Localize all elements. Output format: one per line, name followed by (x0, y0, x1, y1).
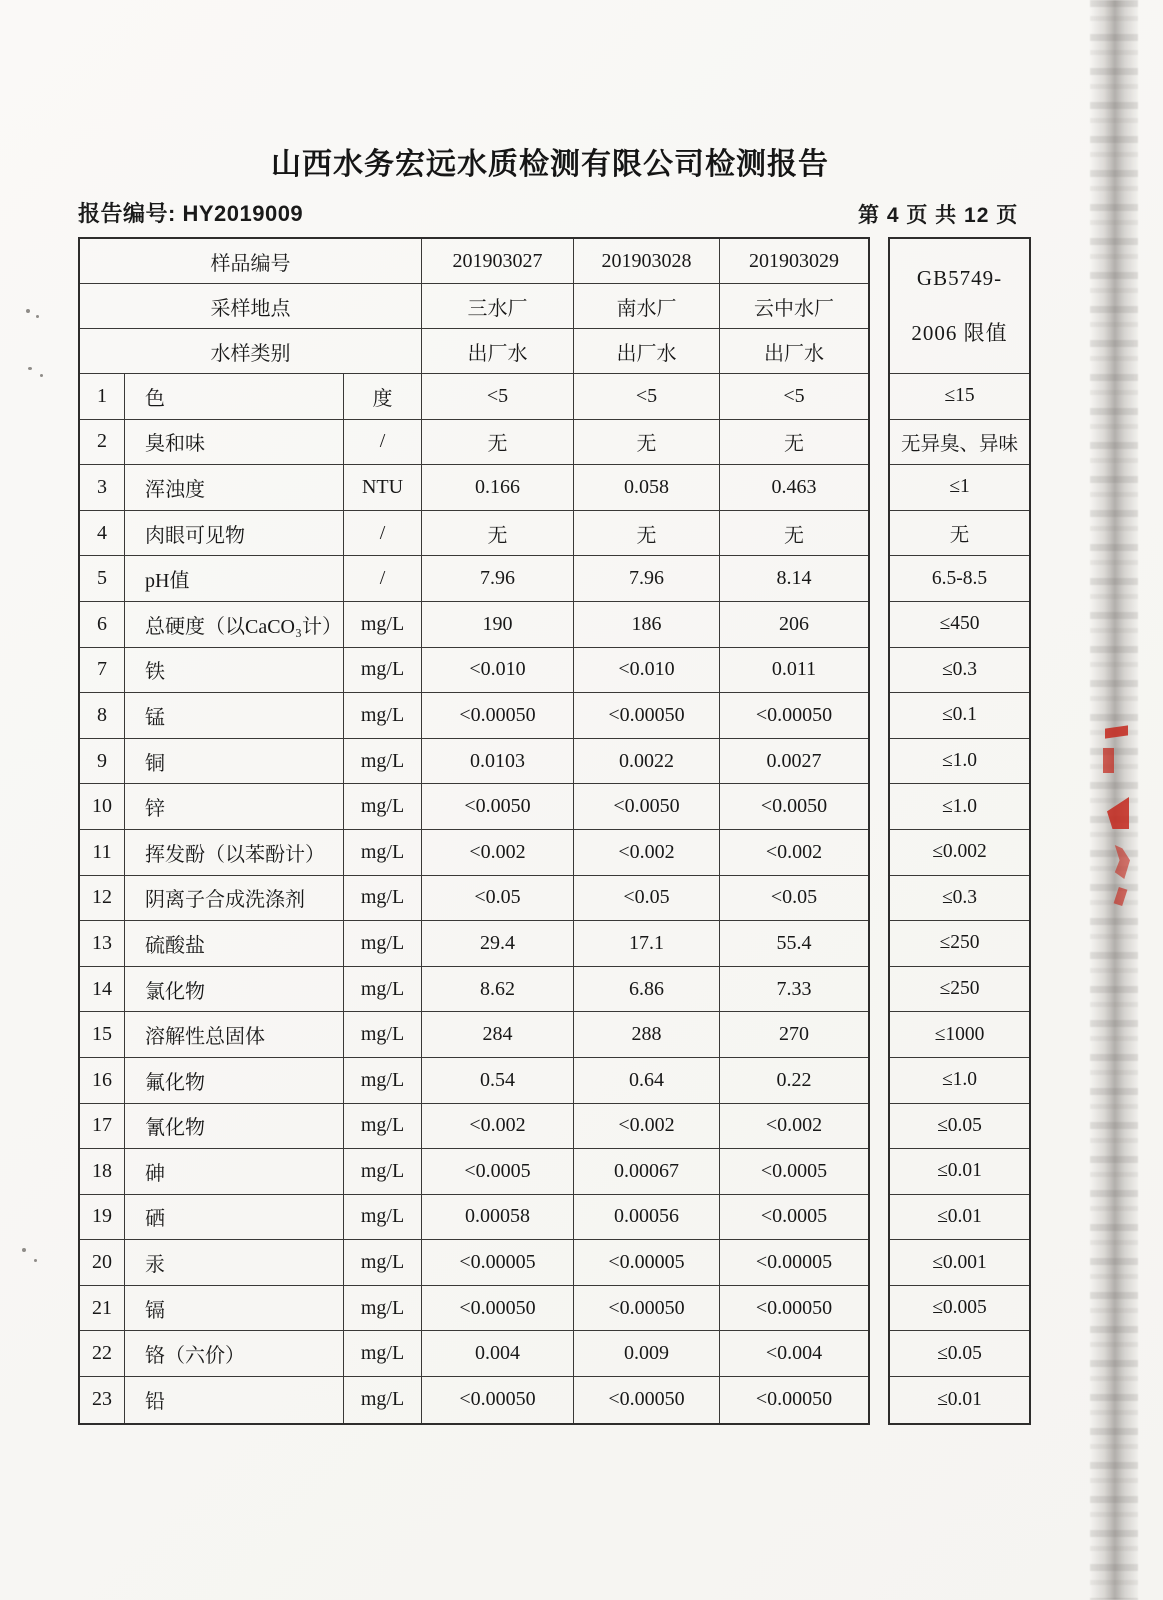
value-cell: 186 (574, 602, 720, 648)
value-cell: <0.002 (574, 830, 720, 876)
unit-cell: mg/L (344, 1240, 422, 1286)
value-cell: <0.05 (574, 876, 720, 922)
value-cell: 0.0103 (422, 739, 574, 785)
value-cell: <0.00050 (422, 1377, 574, 1423)
header-value-cell: 201903029 (720, 239, 868, 284)
value-cell: <0.0005 (720, 1149, 868, 1195)
limit-cell: ≤250 (890, 967, 1029, 1013)
row-number-cell: 5 (80, 556, 125, 602)
page-indicator: 第 4 页 共 12 页 (858, 204, 1019, 227)
row-number-cell: 13 (80, 921, 125, 967)
unit-cell: mg/L (344, 876, 422, 922)
unit-cell: mg/L (344, 1331, 422, 1377)
unit-cell: mg/L (344, 1149, 422, 1195)
value-cell: <0.00050 (574, 1377, 720, 1423)
value-cell: <0.002 (720, 1104, 868, 1150)
param-name-cell: 肉眼可见物 (125, 511, 344, 557)
value-cell: 0.011 (720, 648, 868, 694)
header-label-cell: 水样类别 (80, 329, 422, 374)
header-label-cell: 采样地点 (80, 284, 422, 329)
value-cell: 0.0022 (574, 739, 720, 785)
scan-speck (26, 309, 30, 313)
value-cell: 0.00056 (574, 1195, 720, 1241)
param-name-cell: 硫酸盐 (125, 921, 344, 967)
value-cell: <0.00005 (574, 1240, 720, 1286)
value-cell: 0.058 (574, 465, 720, 511)
value-cell: 206 (720, 602, 868, 648)
limit-cell: ≤250 (890, 921, 1029, 967)
header-value-cell: 云中水厂 (720, 284, 868, 329)
value-cell: 270 (720, 1012, 868, 1058)
value-cell: <0.0050 (422, 784, 574, 830)
limit-cell: ≤1000 (890, 1012, 1029, 1058)
value-cell: 0.166 (422, 465, 574, 511)
row-number-cell: 19 (80, 1195, 125, 1241)
param-name-cell: 硒 (125, 1195, 344, 1241)
header-value-cell: 201903027 (422, 239, 574, 284)
scan-speck (40, 374, 43, 377)
row-number-cell: 17 (80, 1104, 125, 1150)
param-name-cell: 浑浊度 (125, 465, 344, 511)
limit-cell: ≤0.01 (937, 1388, 982, 1410)
param-name-cell: 阴离子合成洗涤剂 (125, 876, 344, 922)
limit-header-line1: GB5749- (916, 265, 1003, 290)
param-name-cell: 砷 (125, 1149, 344, 1195)
unit-cell: mg/L (344, 1377, 422, 1423)
value-cell: 7.33 (720, 967, 868, 1013)
row-number-cell: 1 (80, 374, 125, 420)
header-value-cell: 三水厂 (422, 284, 574, 329)
row-number-cell: 11 (80, 830, 125, 876)
limit-cell: ≤15 (890, 374, 1029, 420)
header-value-cell: 201903028 (574, 239, 720, 284)
value-cell: <0.002 (422, 830, 574, 876)
unit-cell: mg/L (344, 1286, 422, 1332)
row-number-cell: 15 (80, 1012, 125, 1058)
unit-cell: mg/L (344, 1058, 422, 1104)
value-cell: 0.009 (574, 1331, 720, 1377)
value-cell: <0.002 (720, 830, 868, 876)
value-cell: 无 (574, 511, 720, 557)
unit-cell: / (344, 556, 422, 602)
value-cell: 无 (422, 420, 574, 466)
header-value-cell: 南水厂 (574, 284, 720, 329)
limit-cell: ≤0.05 (890, 1331, 1029, 1377)
red-stamp-fragment (1103, 748, 1114, 773)
value-cell: 无 (720, 420, 868, 466)
limit-column-header (890, 239, 1029, 374)
row-number-cell: 14 (80, 967, 125, 1013)
page-title: 山西水务宏远水质检测有限公司检测报告 (271, 148, 829, 181)
row-number-cell: 9 (80, 739, 125, 785)
limit-cell: ≤1 (890, 465, 1029, 511)
scan-edge-shadow (1090, 0, 1138, 1600)
value-cell: 6.86 (574, 967, 720, 1013)
limit-cell: ≤0.001 (890, 1240, 1029, 1286)
value-cell: 0.0027 (720, 739, 868, 785)
value-cell: <5 (574, 374, 720, 420)
unit-cell: mg/L (344, 967, 422, 1013)
unit-cell: mg/L (344, 921, 422, 967)
value-cell: <0.00050 (755, 1388, 833, 1411)
value-cell: <0.010 (422, 648, 574, 694)
unit-cell: mg/L (344, 1195, 422, 1241)
param-name-cell: 总硬度（以CaCO₃计） (125, 602, 344, 648)
row-number-cell: 12 (80, 876, 125, 922)
limit-cell: ≤450 (890, 602, 1029, 648)
limit-cell: ≤1.0 (890, 739, 1029, 785)
value-cell: 0.004 (422, 1331, 574, 1377)
param-name-cell: 铅 (125, 1377, 344, 1423)
param-name-cell: 色 (125, 374, 344, 420)
row-number-cell: 23 (80, 1377, 125, 1423)
value-cell: <0.0050 (574, 784, 720, 830)
param-name-cell: 汞 (125, 1240, 344, 1286)
value-cell: 0.54 (422, 1058, 574, 1104)
value-cell: 7.96 (574, 556, 720, 602)
unit-cell: mg/L (344, 830, 422, 876)
unit-cell: NTU (344, 465, 422, 511)
scan-speck (34, 1259, 37, 1262)
param-name-cell: 氯化物 (125, 967, 344, 1013)
header-value-cell: 出厂水 (574, 329, 720, 374)
value-cell: 284 (422, 1012, 574, 1058)
value-cell: <0.00050 (422, 693, 574, 739)
value-cell: 0.00067 (574, 1149, 720, 1195)
limit-cell: ≤1.0 (890, 1058, 1029, 1104)
header-label-cell: 样品编号 (80, 239, 422, 284)
row-number-cell: 4 (80, 511, 125, 557)
unit-cell: mg/L (344, 1104, 422, 1150)
limit-cell: ≤0.3 (890, 876, 1029, 922)
param-name-cell: pH值 (125, 556, 344, 602)
row-number-cell: 7 (80, 648, 125, 694)
row-number-cell: 21 (80, 1286, 125, 1332)
value-cell: 无 (574, 420, 720, 466)
limit-cell: ≤0.3 (890, 648, 1029, 694)
header-value-cell: 出厂水 (422, 329, 574, 374)
value-cell: 29.4 (422, 921, 574, 967)
report-number-label: 报告编号: (78, 201, 176, 226)
scan-speck (36, 315, 39, 318)
param-name-cell: 铜 (125, 739, 344, 785)
row-number-cell: 3 (80, 465, 125, 511)
value-cell: 190 (422, 602, 574, 648)
row-number-cell: 6 (80, 602, 125, 648)
param-name-cell: 镉 (125, 1286, 344, 1332)
param-name-cell: 铬（六价） (125, 1331, 344, 1377)
value-cell: 0.463 (720, 465, 868, 511)
param-name-cell: 铁 (125, 648, 344, 694)
value-cell: 无 (720, 511, 868, 557)
row-number-cell: 18 (80, 1149, 125, 1195)
value-cell: <0.0050 (720, 784, 868, 830)
value-cell: <5 (422, 374, 574, 420)
value-cell: <0.0005 (720, 1195, 868, 1241)
param-name-cell: 氰化物 (125, 1104, 344, 1150)
value-cell: <0.0005 (422, 1149, 574, 1195)
value-cell: 0.64 (574, 1058, 720, 1104)
row-number-cell: 8 (80, 693, 125, 739)
value-cell: <0.00050 (574, 693, 720, 739)
value-cell: <5 (720, 374, 868, 420)
value-cell: 0.00058 (422, 1195, 574, 1241)
value-cell: 8.14 (720, 556, 868, 602)
value-cell: 8.62 (422, 967, 574, 1013)
header-value-cell: 出厂水 (720, 329, 868, 374)
value-cell: <0.00050 (574, 1286, 720, 1332)
limit-cell: ≤0.01 (890, 1149, 1029, 1195)
param-name-cell: 臭和味 (125, 420, 344, 466)
unit-cell: mg/L (344, 739, 422, 785)
value-cell: <0.002 (422, 1104, 574, 1150)
row-number-cell: 10 (80, 784, 125, 830)
unit-cell: mg/L (344, 648, 422, 694)
row-number-cell: 2 (80, 420, 125, 466)
unit-cell: mg/L (344, 602, 422, 648)
report-number (78, 197, 303, 228)
value-cell: <0.002 (574, 1104, 720, 1150)
row-number-cell: 20 (80, 1240, 125, 1286)
limit-cell: ≤0.005 (890, 1286, 1029, 1332)
value-cell: <0.00050 (720, 693, 868, 739)
row-number-cell: 16 (80, 1058, 125, 1104)
unit-cell: 度 (344, 374, 422, 420)
limit-cell: 无异臭、异味 (890, 420, 1029, 466)
limit-cell: ≤0.1 (890, 693, 1029, 739)
value-cell: <0.05 (422, 876, 574, 922)
value-cell: 7.96 (422, 556, 574, 602)
param-name-cell: 氟化物 (125, 1058, 344, 1104)
limit-header-line2: 2006 限值 (911, 320, 1008, 345)
value-cell: <0.00005 (720, 1240, 868, 1286)
limit-column (888, 237, 1031, 1425)
limit-cell: ≤0.01 (890, 1195, 1029, 1241)
param-name-cell: 锰 (125, 693, 344, 739)
limit-cell: 6.5-8.5 (890, 556, 1029, 602)
report-number-value: HY2019009 (182, 201, 304, 226)
value-cell: <0.00005 (422, 1240, 574, 1286)
value-cell: <0.00050 (720, 1286, 868, 1332)
row-number-cell: 22 (80, 1331, 125, 1377)
value-cell: 无 (422, 511, 574, 557)
value-cell: <0.05 (720, 876, 868, 922)
limit-cell: ≤0.05 (890, 1104, 1029, 1150)
value-cell: 0.22 (720, 1058, 868, 1104)
value-cell: 17.1 (574, 921, 720, 967)
unit-cell: mg/L (344, 693, 422, 739)
results-table (78, 237, 870, 1425)
unit-cell: mg/L (344, 1012, 422, 1058)
param-name-cell: 锌 (125, 784, 344, 830)
value-cell: <0.00050 (422, 1286, 574, 1332)
limit-cell: 无 (890, 511, 1029, 557)
unit-cell: mg/L (344, 784, 422, 830)
unit-cell: / (344, 511, 422, 557)
scan-speck (22, 1248, 26, 1252)
value-cell: <0.004 (720, 1331, 868, 1377)
param-name-cell: 挥发酚（以苯酚计） (125, 830, 344, 876)
limit-cell: ≤1.0 (890, 784, 1029, 830)
value-cell: 288 (574, 1012, 720, 1058)
value-cell: 55.4 (720, 921, 868, 967)
param-name-cell: 溶解性总固体 (125, 1012, 344, 1058)
value-cell: <0.010 (574, 648, 720, 694)
limit-cell: ≤0.002 (890, 830, 1029, 876)
unit-cell: / (344, 420, 422, 466)
scan-speck (28, 367, 32, 370)
